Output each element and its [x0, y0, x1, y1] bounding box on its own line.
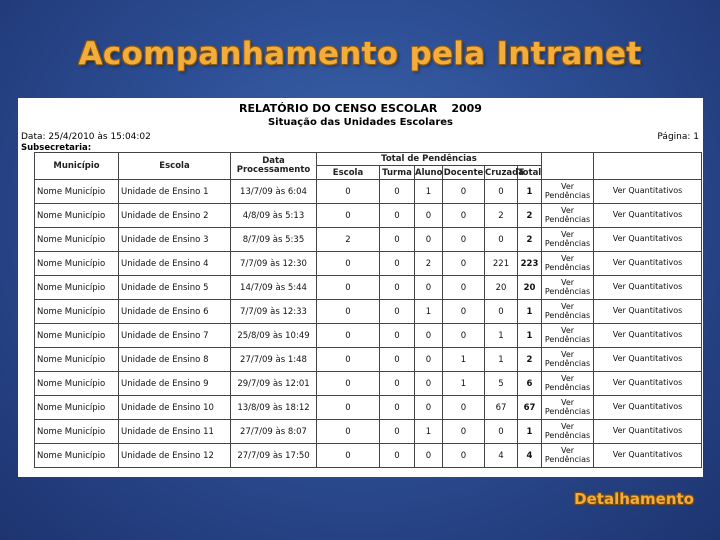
- cell-escola: Unidade de Ensino 2: [119, 204, 231, 228]
- cell-municipio: Nome Município: [35, 204, 119, 228]
- ver-pendencias-link[interactable]: Ver Pendências: [542, 324, 594, 348]
- ver-pendencias-link[interactable]: Ver Pendências: [542, 372, 594, 396]
- cell-pend-aluno: 0: [415, 324, 443, 348]
- col-header-municipio: Município: [35, 153, 119, 180]
- cell-pend-total: 2: [518, 348, 542, 372]
- table-row: [35, 252, 702, 276]
- cell-pend-escola: 0: [317, 180, 380, 204]
- ver-pendencias-link[interactable]: Ver Pendências: [542, 300, 594, 324]
- ver-pendencias-link[interactable]: Ver Pendências: [542, 204, 594, 228]
- cell-pend-total: 1: [518, 324, 542, 348]
- table-row: [35, 180, 702, 204]
- ver-pendencias-link[interactable]: Ver Pendências: [542, 276, 594, 300]
- cell-pend-aluno: 0: [415, 396, 443, 420]
- cell-pend-turma: 0: [380, 276, 415, 300]
- cell-pend-aluno: 0: [415, 204, 443, 228]
- cell-pend-docente: 0: [443, 276, 485, 300]
- cell-data-processamento: 27/7/09 às 1:48: [231, 348, 317, 372]
- cell-escola: Unidade de Ensino 1: [119, 180, 231, 204]
- ver-quantitativos-link[interactable]: Ver Quantitativos: [594, 420, 702, 444]
- cell-municipio: Nome Município: [35, 180, 119, 204]
- table-body: [35, 180, 702, 468]
- ver-quantitativos-link[interactable]: Ver Quantitativos: [594, 276, 702, 300]
- cell-pend-escola: 0: [317, 372, 380, 396]
- cell-escola: Unidade de Ensino 6: [119, 300, 231, 324]
- cell-escola: Unidade de Ensino 4: [119, 252, 231, 276]
- cell-pend-total: 2: [518, 228, 542, 252]
- cell-pend-cruzada: 221: [485, 252, 518, 276]
- slide-title: Acompanhamento pela Intranet: [78, 36, 642, 72]
- cell-pend-escola: 0: [317, 396, 380, 420]
- table-row: [35, 324, 702, 348]
- cell-pend-cruzada: 0: [485, 300, 518, 324]
- cell-escola: Unidade de Ensino 5: [119, 276, 231, 300]
- cell-data-processamento: 7/7/09 às 12:30: [231, 252, 317, 276]
- cell-pend-aluno: 0: [415, 348, 443, 372]
- cell-pend-docente: 0: [443, 300, 485, 324]
- cell-pend-cruzada: 0: [485, 228, 518, 252]
- cell-escola: Unidade de Ensino 11: [119, 420, 231, 444]
- cell-pend-total: 1: [518, 420, 542, 444]
- cell-pend-total: 1: [518, 300, 542, 324]
- cell-municipio: Nome Município: [35, 348, 119, 372]
- header-row-top: [35, 153, 702, 166]
- cell-pend-total: 2: [518, 204, 542, 228]
- cell-data-processamento: 27/7/09 às 17:50: [231, 444, 317, 468]
- cell-municipio: Nome Município: [35, 300, 119, 324]
- cell-pend-total: 20: [518, 276, 542, 300]
- cell-pend-aluno: 1: [415, 300, 443, 324]
- cell-municipio: Nome Município: [35, 324, 119, 348]
- ver-pendencias-link[interactable]: Ver Pendências: [542, 348, 594, 372]
- detalhamento-label: Detalhamento: [574, 490, 694, 508]
- col-header-ver-pendencias: [542, 153, 594, 180]
- cell-pend-docente: 0: [443, 324, 485, 348]
- cell-municipio: Nome Município: [35, 372, 119, 396]
- cell-pend-turma: 0: [380, 300, 415, 324]
- col-header-aluno: Aluno: [415, 167, 443, 178]
- cell-pend-turma: 0: [380, 180, 415, 204]
- cell-pend-docente: 0: [443, 228, 485, 252]
- ver-quantitativos-link[interactable]: Ver Quantitativos: [594, 324, 702, 348]
- cell-pend-docente: 0: [443, 420, 485, 444]
- cell-pend-docente: 1: [443, 348, 485, 372]
- table-row: [35, 420, 702, 444]
- cell-data-processamento: 4/8/09 às 5:13: [231, 204, 317, 228]
- cell-pend-cruzada: 1: [485, 348, 518, 372]
- pendencias-table: [34, 152, 702, 468]
- cell-pend-cruzada: 4: [485, 444, 518, 468]
- table-row: [35, 204, 702, 228]
- cell-pend-cruzada: 0: [485, 180, 518, 204]
- ver-pendencias-link[interactable]: Ver Pendências: [542, 396, 594, 420]
- cell-data-processamento: 7/7/09 às 12:33: [231, 300, 317, 324]
- table-row: [35, 396, 702, 420]
- cell-pend-cruzada: 2: [485, 204, 518, 228]
- cell-escola: Unidade de Ensino 7: [119, 324, 231, 348]
- cell-pend-docente: 0: [443, 252, 485, 276]
- ver-pendencias-link[interactable]: Ver Pendências: [542, 180, 594, 204]
- cell-pend-escola: 0: [317, 252, 380, 276]
- col-header-total: Total: [518, 167, 542, 178]
- cell-pend-docente: 0: [443, 204, 485, 228]
- cell-pend-escola: 0: [317, 300, 380, 324]
- cell-data-processamento: 27/7/09 às 8:07: [231, 420, 317, 444]
- cell-pend-escola: 0: [317, 324, 380, 348]
- table-row: [35, 228, 702, 252]
- cell-pend-escola: 2: [317, 228, 380, 252]
- col-header-data-processamento: Data Processamento: [231, 153, 317, 180]
- ver-pendencias-link[interactable]: Ver Pendências: [542, 444, 594, 468]
- col-header-turma: Turma: [380, 166, 415, 180]
- ver-quantitativos-link[interactable]: Ver Quantitativos: [594, 300, 702, 324]
- report-date: Data: 25/4/2010 às 15:04:02: [21, 132, 151, 142]
- col-header-escola-pend: Escola: [317, 166, 380, 180]
- report-subtitle: Situação das Unidades Escolares: [267, 117, 453, 128]
- cell-municipio: Nome Município: [35, 444, 119, 468]
- cell-pend-docente: 0: [443, 180, 485, 204]
- col-header-escola: Escola: [119, 153, 231, 180]
- cell-data-processamento: 8/7/09 às 5:35: [231, 228, 317, 252]
- cell-pend-turma: 0: [380, 348, 415, 372]
- cell-pend-turma: 0: [380, 228, 415, 252]
- subsecretaria-label: Subsecretaria:: [21, 143, 92, 153]
- cell-pend-docente: 0: [443, 444, 485, 468]
- table-row: [35, 276, 702, 300]
- cell-escola: Unidade de Ensino 12: [119, 444, 231, 468]
- cell-pend-cruzada: 67: [485, 396, 518, 420]
- cell-pend-docente: 1: [443, 372, 485, 396]
- cell-pend-turma: 0: [380, 204, 415, 228]
- table-row: [35, 348, 702, 372]
- cell-pend-aluno: 1: [415, 420, 443, 444]
- report-title: [18, 102, 703, 115]
- cell-pend-escola: 0: [317, 348, 380, 372]
- ver-quantitativos-link[interactable]: Ver Quantitativos: [594, 444, 702, 468]
- table-row: [35, 444, 702, 468]
- cell-data-processamento: 29/7/09 às 12:01: [231, 372, 317, 396]
- cell-pend-cruzada: 20: [485, 276, 518, 300]
- cell-data-processamento: 14/7/09 às 5:44: [231, 276, 317, 300]
- cell-pend-escola: 0: [317, 444, 380, 468]
- ver-quantitativos-link[interactable]: Ver Quantitativos: [594, 204, 702, 228]
- cell-pend-turma: 0: [380, 372, 415, 396]
- ver-quantitativos-link[interactable]: Ver Quantitativos: [594, 348, 702, 372]
- table-row: [35, 300, 702, 324]
- cell-escola: Unidade de Ensino 10: [119, 396, 231, 420]
- cell-pend-turma: 0: [380, 252, 415, 276]
- col-header-docente: Docente: [443, 167, 484, 178]
- col-header-total-pendencias: Total de Pendências: [317, 153, 542, 166]
- ver-quantitativos-link[interactable]: Ver Quantitativos: [594, 252, 702, 276]
- ver-pendencias-link[interactable]: Ver Pendências: [542, 228, 594, 252]
- cell-municipio: Nome Município: [35, 252, 119, 276]
- cell-escola: Unidade de Ensino 8: [119, 348, 231, 372]
- cell-pend-aluno: 1: [415, 180, 443, 204]
- cell-pend-escola: 0: [317, 420, 380, 444]
- col-header-ver-quantitativos: [594, 153, 702, 180]
- cell-pend-total: 6: [518, 372, 542, 396]
- report-screenshot: [18, 98, 703, 477]
- cell-pend-cruzada: 1: [485, 324, 518, 348]
- cell-pend-aluno: 0: [415, 228, 443, 252]
- cell-pend-total: 4: [518, 444, 542, 468]
- cell-pend-turma: 0: [380, 420, 415, 444]
- cell-pend-total: 223: [518, 252, 542, 276]
- cell-pend-aluno: 0: [415, 276, 443, 300]
- ver-quantitativos-link[interactable]: Ver Quantitativos: [594, 396, 702, 420]
- report-title-text: RELATÓRIO DO CENSO ESCOLAR: [239, 102, 438, 115]
- cell-municipio: Nome Município: [35, 396, 119, 420]
- cell-municipio: Nome Município: [35, 276, 119, 300]
- cell-pend-escola: 0: [317, 204, 380, 228]
- cell-pend-escola: 0: [317, 276, 380, 300]
- ver-pendencias-link[interactable]: Ver Pendências: [542, 420, 594, 444]
- cell-pend-aluno: 0: [415, 372, 443, 396]
- page-number: Página: 1: [657, 132, 699, 142]
- ver-pendencias-link[interactable]: Ver Pendências: [542, 252, 594, 276]
- cell-pend-total: 1: [518, 180, 542, 204]
- cell-data-processamento: 13/8/09 às 18:12: [231, 396, 317, 420]
- cell-pend-turma: 0: [380, 324, 415, 348]
- ver-quantitativos-link[interactable]: Ver Quantitativos: [594, 372, 702, 396]
- cell-pend-aluno: 0: [415, 444, 443, 468]
- table-row: [35, 372, 702, 396]
- cell-municipio: Nome Município: [35, 228, 119, 252]
- cell-pend-total: 67: [518, 396, 542, 420]
- cell-data-processamento: 13/7/09 às 6:04: [231, 180, 317, 204]
- cell-pend-aluno: 2: [415, 252, 443, 276]
- cell-pend-turma: 0: [380, 444, 415, 468]
- cell-pend-cruzada: 5: [485, 372, 518, 396]
- report-year: 2009: [451, 102, 482, 115]
- cell-escola: Unidade de Ensino 3: [119, 228, 231, 252]
- cell-municipio: Nome Município: [35, 420, 119, 444]
- ver-quantitativos-link[interactable]: Ver Quantitativos: [594, 180, 702, 204]
- cell-pend-docente: 0: [443, 396, 485, 420]
- ver-quantitativos-link[interactable]: Ver Quantitativos: [594, 228, 702, 252]
- cell-pend-turma: 0: [380, 396, 415, 420]
- cell-pend-cruzada: 0: [485, 420, 518, 444]
- cell-data-processamento: 25/8/09 às 10:49: [231, 324, 317, 348]
- cell-escola: Unidade de Ensino 9: [119, 372, 231, 396]
- col-header-cruzada: Cruzada: [485, 167, 524, 178]
